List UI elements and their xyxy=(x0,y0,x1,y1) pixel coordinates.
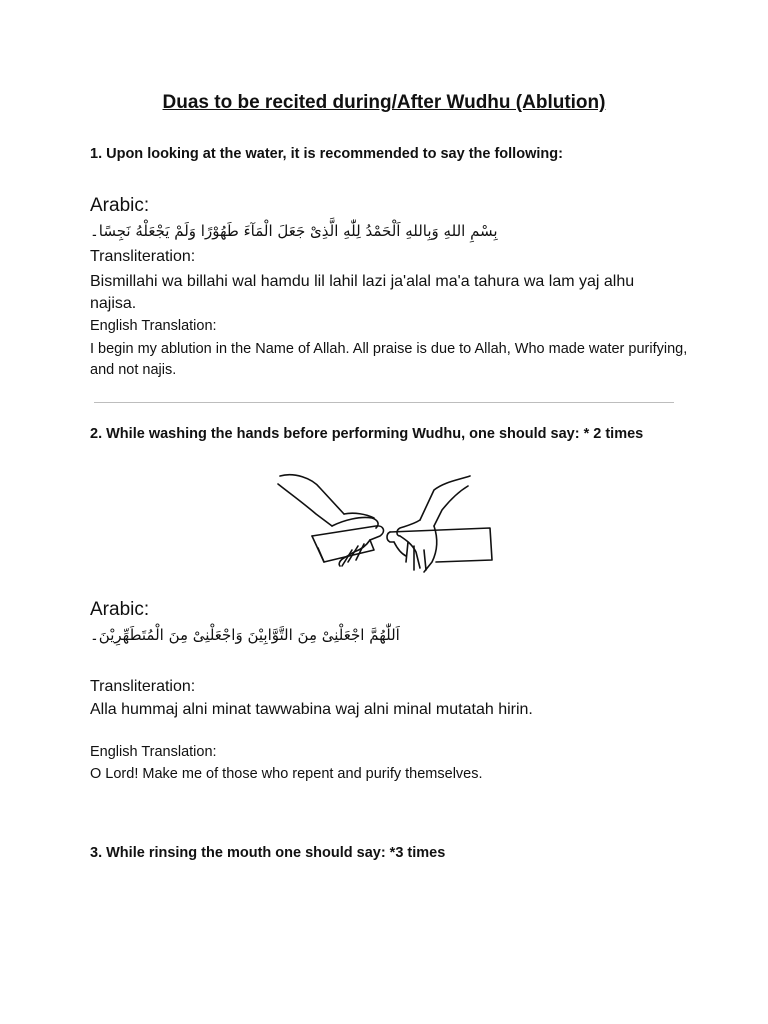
page-title: Duas to be recited during/After Wudhu (Ablution) xyxy=(162,92,606,113)
section-1-transliteration-text: Bismillahi wa billahi wal hamdu lil lahil lazi ja'alal ma'a tahura wa lam yaj alhu najisa. xyxy=(90,273,635,312)
section-2-transliteration-label: Transliteration: xyxy=(90,678,196,695)
hand-washing-illustration xyxy=(274,470,496,580)
section-2-translation-text: O Lord! Make me of those who repent and purify themselves. xyxy=(90,766,483,782)
section-2-translation-label: English Translation: xyxy=(90,744,217,760)
section-1-transliteration-label: Transliteration: xyxy=(90,248,196,265)
section-1-arabic-label: Arabic: xyxy=(90,195,150,216)
section-1-arabic-text: بِسْمِ اللهِ وَبِاللهِ اَلْحَمْدُ لِلّٰهِ الَّذِىْ جَعَلَ الْمَآءَ طَهُوْرًا وَلَمْ يَجْعَلْهُ نَجِسًا۔ xyxy=(90,222,498,240)
section-1-translation-text: I begin my ablution in the Name of Allah. All praise is due to Allah, Who made water purifying, and not najis. xyxy=(90,341,688,378)
section-3-heading: 3. While rinsing the mouth one should say: *3 times xyxy=(90,845,446,861)
section-2-heading: 2. While washing the hands before performing Wudhu, one should say: * 2 times xyxy=(90,426,644,442)
section-1-heading: 1. Upon looking at the water, it is recommended to say the following: xyxy=(90,146,563,162)
section-2-arabic-text: اَللّٰهُمَّ اجْعَلْنِىْ مِنَ التَّوَّابِيْنَ وَاجْعَلْنِىْ مِنَ الْمُتَطَهِّرِيْنَ۔ xyxy=(90,626,400,644)
section-2-transliteration-text: Alla hummaj alni minat tawwabina waj alni minal mutatah hirin. xyxy=(90,701,533,718)
section-divider xyxy=(94,402,674,403)
section-1-translation-label: English Translation: xyxy=(90,318,217,334)
section-2-arabic-label: Arabic: xyxy=(90,599,150,620)
